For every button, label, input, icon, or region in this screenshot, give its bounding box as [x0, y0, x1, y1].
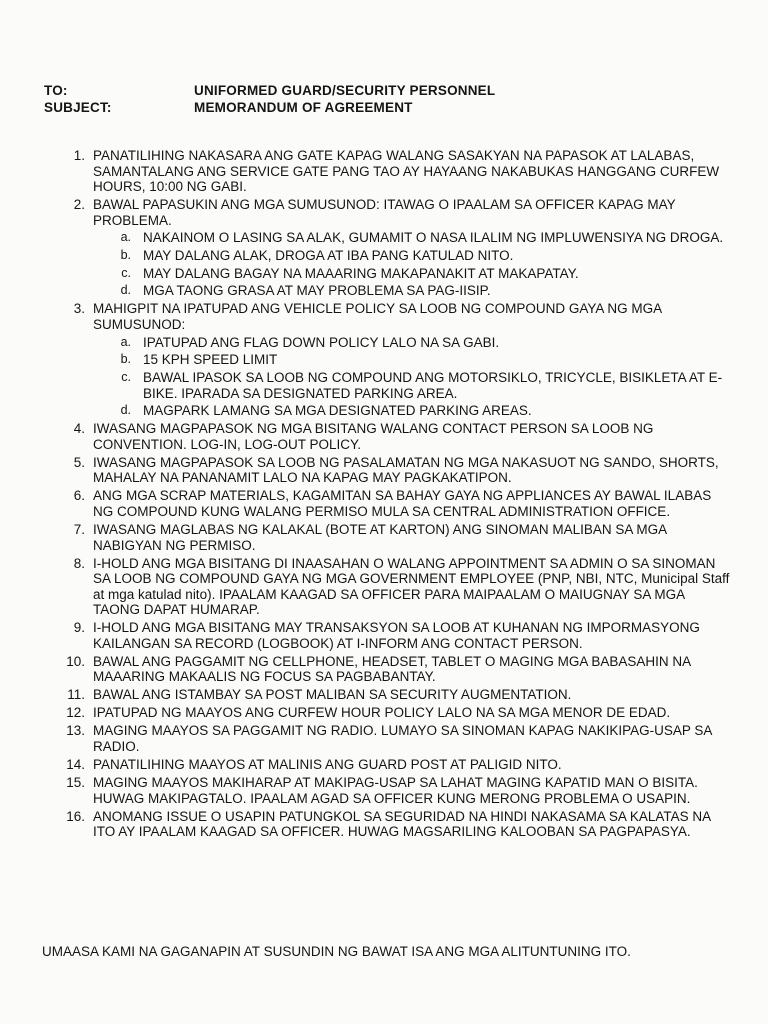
to-label: TO:: [44, 83, 68, 98]
rule-text: IWASANG MAGPAPASOK SA LOOB NG PASALAMATAN NG MGA NAKASUOT NG SANDO, SHORTS, MAHALAY NA PANANAMIT LALO NA KAPAG MAY PAGKAKATIPON.: [93, 454, 719, 486]
sub-letter: b.: [120, 352, 131, 367]
sub-list: [93, 230, 733, 299]
rule-text: IWASANG MAGPAPASOK NG MGA BISITANG WALANG CONTACT PERSON SA LOOB NG CONVENTION. LOG-IN, LOG-OUT POLICY.: [93, 421, 654, 452]
rule-text: MAHIGPIT NA IPATUPAD ANG VEHICLE POLICY SA LOOB NG COMPOUND GAYA NG MGA SUMUSUNOD:: [93, 301, 662, 332]
rule-number: 10.: [66, 653, 85, 669]
rules-list: [66, 148, 733, 842]
rule-item: [73, 521, 733, 553]
to-value: UNIFORMED GUARD/SECURITY PERSONNEL: [194, 83, 496, 98]
rule-number: 14.: [66, 757, 85, 773]
sub-letter: c.: [121, 369, 131, 384]
rule-text: I-HOLD ANG MGA BISITANG MAY TRANSAKSYON SA LOOB AT KUHANAN NG IMPORMASYONG KAILANGAN SA RECORD (LOGBOOK) AT I-INFORM ANG CONTACT PERSON.: [93, 620, 700, 651]
sub-item: [120, 283, 733, 299]
rule-item: [66, 808, 733, 840]
subject-value: MEMORANDUM OF AGREEMENT: [194, 100, 413, 115]
rule-item: [73, 148, 733, 195]
rule-number: 4.: [73, 421, 85, 437]
sub-item: [120, 403, 733, 419]
rule-item: [67, 687, 733, 703]
rule-text: BAWAL ANG ISTAMBAY SA POST MALIBAN SA SECURITY AUGMENTATION.: [93, 687, 572, 703]
rule-item: [73, 620, 733, 651]
rule-number: 9.: [73, 620, 85, 636]
sub-item: [120, 248, 733, 264]
sub-text: MGA TAONG GRASA AT MAY PROBLEMA SA PAG-IISIP.: [143, 283, 491, 299]
rule-text: I-HOLD ANG MGA BISITANG DI INAASAHAN O WALANG APPOINTMENT SA ADMIN O SA SINOMAN SA LOOB NG COMPOUND GAYA NG MGA GOVERNMENT EMPLOYEE (PNP, NBI, NTC, Municipal Staff at mga katulad nito). IPAALAM KAAGAD SA OFFICER PARA MAIPAALAM O MAIUGNAY SA MGA TAONG DAPAT HUMARAP.: [93, 555, 730, 618]
rule-item: [66, 757, 733, 773]
rule-text: PANATILIHING NAKASARA ANG GATE KAPAG WALANG SASAKYAN NA PAPASOK AT LALABAS, SAMANTALANG ANG SERVICE GATE PANG TAO AY HAYAANG NAKABUKAS HANGGANG CURFEW HOURS, 10:00 NG GABI.: [93, 148, 720, 195]
rule-text: IWASANG MAGLABAS NG KALAKAL (BOTE AT KARTON) ANG SINOMAN MALIBAN SA MGA NABIGYAN NG PERMISO.: [93, 521, 667, 553]
sub-letter: d.: [120, 283, 131, 298]
sub-letter: d.: [120, 403, 131, 418]
sub-item: [120, 352, 733, 368]
rule-item: [73, 488, 733, 519]
rule-text: ANG MGA SCRAP MATERIALS, KAGAMITAN SA BAHAY GAYA NG APPLIANCES AY BAWAL ILABAS NG COMPOUND KUNG WALANG PERMISO MULA SA CENTRAL ADMINISTRATION OFFICE.: [93, 488, 712, 519]
sub-text: MAY DALANG ALAK, DROGA AT IBA PANG KATULAD NITO.: [143, 248, 514, 264]
rule-item: [66, 723, 733, 755]
rule-item: [66, 653, 733, 685]
rule-item: [73, 197, 733, 299]
rule-item: [73, 421, 733, 452]
rule-number: 12.: [66, 705, 85, 721]
rule-number: 1.: [73, 148, 85, 163]
subject-line: [44, 100, 413, 115]
rule-item: [73, 301, 733, 419]
to-line: [44, 83, 495, 98]
rule-number: 16.: [66, 808, 85, 824]
rule-number: 7.: [73, 521, 85, 537]
sub-item: [120, 230, 733, 246]
sub-text: NAKAINOM O LASING SA ALAK, GUMAMIT O NASA ILALIM NG IMPLUWENSIYA NG DROGA.: [143, 230, 724, 246]
closing-statement: UMAASA KAMI NA GAGANAPIN AT SUSUNDIN NG BAWAT ISA ANG MGA ALITUNTUNING ITO.: [42, 944, 631, 959]
rule-number: 5.: [73, 454, 85, 470]
rule-text: BAWAL PAPASUKIN ANG MGA SUMUSUNOD: ITAWAG O IPAALAM SA OFFICER KAPAG MAY PROBLEMA.: [93, 197, 676, 228]
rule-number: 15.: [66, 775, 85, 790]
sub-text: IPATUPAD ANG FLAG DOWN POLICY LALO NA SA GABI.: [143, 334, 500, 350]
subject-label: SUBJECT:: [44, 100, 112, 115]
rule-number: 13.: [66, 723, 85, 739]
rule-number: 2.: [73, 197, 85, 213]
sub-text: MAY DALANG BAGAY NA MAAARING MAKAPANAKIT AT MAKAPATAY.: [143, 265, 579, 281]
rule-text: BAWAL ANG PAGGAMIT NG CELLPHONE, HEADSET, TABLET O MAGING MGA BABASAHIN NA MAAARING MAKAALIS NG FOCUS SA PAGBABANTAY.: [93, 653, 691, 685]
sub-text: 15 KPH SPEED LIMIT: [143, 352, 278, 368]
rule-number: 6.: [73, 488, 85, 504]
sub-item: [121, 265, 733, 282]
sub-letter: a.: [120, 334, 131, 349]
rule-text: IPATUPAD NG MAAYOS ANG CURFEW HOUR POLICY LALO NA SA MGA MENOR DE EDAD.: [93, 705, 671, 721]
sub-letter: b.: [120, 248, 131, 263]
sub-letter: a.: [120, 230, 131, 245]
rule-text: PANATILIHING MAAYOS AT MALINIS ANG GUARD POST AT PALIGID NITO.: [93, 757, 562, 773]
sub-text: MAGPARK LAMANG SA MGA DESIGNATED PARKING AREAS.: [143, 403, 532, 419]
rule-text: MAGING MAAYOS SA PAGGAMIT NG RADIO. LUMAYO SA SINOMAN KAPAG NAKIKIPAG-USAP SA RADIO.: [93, 723, 712, 755]
rule-item: [73, 555, 733, 618]
rule-item: [66, 705, 733, 721]
rule-text: ANOMANG ISSUE O USAPIN PATUNGKOL SA SEGURIDAD NA HINDI NAKASAMA SA KALATAS NA ITO AY IPAALAM KAAGAD SA OFFICER. HUWAG MAGSARILING KALOOBAN SA PAGPAPASYA.: [93, 808, 711, 840]
sub-item: [120, 334, 733, 351]
rule-text: MAGING MAAYOS MAKIHARAP AT MAKIPAG-USAP SA LAHAT MAGING KAPATID MAN O BISITA. HUWAG MAKIPAGTALO. IPAALAM AGAD SA OFFICER KUNG MERONG PROBLEMA O USAPIN.: [93, 775, 698, 806]
sub-list: [93, 335, 733, 419]
rule-number: 3.: [73, 301, 85, 317]
rule-number: 8.: [73, 555, 85, 571]
sub-letter: c.: [121, 265, 131, 280]
sub-text: BAWAL IPASOK SA LOOB NG COMPOUND ANG MOTORSIKLO, TRICYCLE, BISIKLETA AT E-BIKE. IPARADA SA DESIGNATED PARKING AREA.: [143, 369, 723, 401]
rule-item: [73, 454, 733, 486]
rule-number: 11.: [67, 687, 85, 703]
sub-item: [121, 369, 733, 401]
rule-item: [66, 775, 733, 806]
